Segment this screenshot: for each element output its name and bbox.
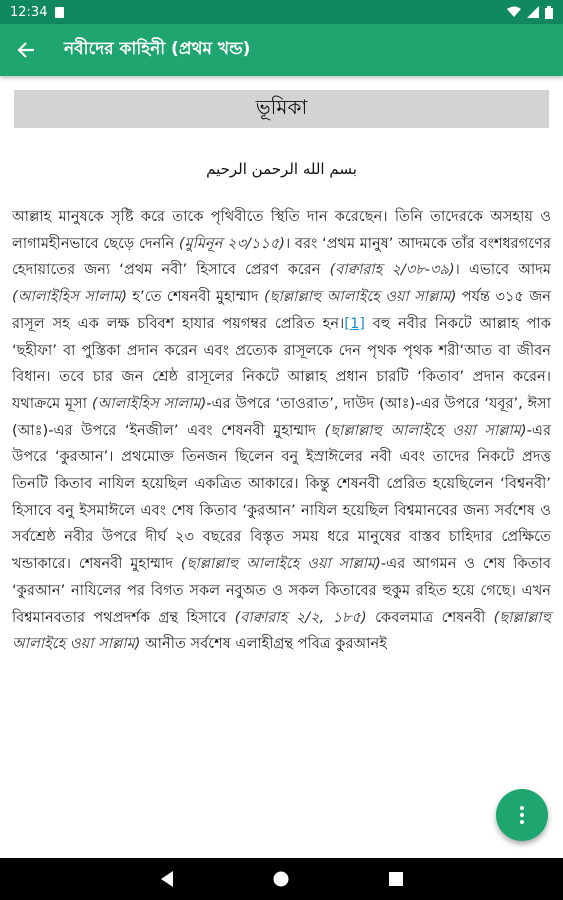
quran-reference: (মুমিনূন ২৩/১১৫) — [178, 234, 285, 252]
quran-reference: (বাক্বারাহ ২/২, ১৮৫) — [234, 608, 367, 626]
app-title: নবীদের কাহিনী (প্রথম খন্ড) — [64, 39, 251, 59]
back-triangle-icon[interactable] — [159, 870, 175, 888]
text-segment: -এর উপরে ‘কুরআন’। প্রথমোক্ত তিনজন ছিলেন বনু ইস্রাঈলের নবী এবং তাদের নিকটে প্রদত্ত তিনটি কিতাব নাযিল হয়েছিল একত্রিত আকারে। কিন্তু শেষনবী প্রেরিত হয়েছিলেন ‘বিশ্বনবী’ হিসাবে বনু ইসমাঈলে এবং শেষ কিতাব ‘কুরআন’ নাযিল হয়েছিল বিশ্বমানবের জন্য সর্বশেষ ও সর্বশ্রেষ্ঠ নবীর উপরে দীর্ঘ ২৩ বছরের বিস্তৃত সময় ধরে মানুষের বাস্তব চাহিদার প্রেক্ষিতে খন্ডাকারে। শেষনবী মুহাম্মাদ — [12, 421, 551, 573]
text-segment: আনীত সর্বশেষ এলাহীগ্রন্থ পবিত্র কুরআনই — [140, 635, 387, 653]
more-vert-icon — [520, 806, 524, 810]
salutation: (ছাল্লাল্লাহু আলাইহে ওয়া সাল্লাম) — [263, 288, 457, 306]
text-segment: -এর আগমন ও শেষ কিতাব ‘কুরআন’ নাযিলের পর বিগত সকল নবুঅত ও সকল কিতাবের হুকুম রহিত হয়ে গেছে। এখন বিশ্বমানবতার পথপ্রদর্শক গ্রন্থ হিসাবে — [12, 555, 552, 626]
signal-icon — [527, 6, 539, 18]
more-options-fab[interactable] — [496, 789, 548, 841]
text-segment: কেবলমাত্র শেষনবী — [366, 608, 494, 626]
salutation: (আলাইহিস সালাম) — [91, 394, 207, 412]
bismillah-text: بسم الله الرحمن الرحيم — [206, 160, 357, 178]
status-time: 12:34 — [10, 4, 48, 20]
system-nav-bar — [0, 858, 563, 900]
content-area[interactable] — [0, 76, 563, 858]
salutation: (আলাইহিস সালাম) — [12, 288, 128, 306]
battery-icon — [545, 6, 553, 19]
text-segment: । এভাবে আদম — [454, 261, 551, 279]
back-button[interactable] — [0, 24, 52, 76]
app-bar — [0, 24, 563, 76]
sd-card-icon — [55, 7, 64, 18]
text-segment: বহু নবীর নিকটে আল্লাহ পাক ‘ছহীফা’ বা পুস্তিকা প্রদান করেন এবং প্রত্যেক রাসূলকে দেন পৃথক পৃথক শরী‘আত বা জীবন বিধান। তবে চার জন শ্রেষ্ঠ রাসূলের নিকটে আল্লাহ প্রধান চারটি ‘কিতাব’ প্রদান করেন। যথাক্রমে মূসা — [12, 314, 551, 412]
text-segment: আল্লাহ মানুষকে সৃষ্টি করে তাকে পৃথিবীতে স্থিতি দান করেছেন। তিনি তাদেরকে অসহায় ও লাগামহীনভাবে ছেড়ে দেননি — [12, 208, 551, 252]
recents-square-icon[interactable] — [388, 871, 404, 887]
text-segment: । বরং ‘প্রথম মানুষ’ আদমকে তাঁর বংশধরগণের হেদায়াতের জন্য ‘প্রথম নবী’ হিসাবে প্রেরণ করেন — [12, 234, 551, 279]
arrow-left-icon — [17, 41, 35, 59]
more-vert-icon-dot — [520, 820, 524, 824]
text-segment: পর্যন্ত ৩১৫ জন রাসূল সহ এক লক্ষ চবিবশ হাযার পয়গম্বর প্রেরিত হন। — [12, 288, 551, 332]
section-title: ভূমিকা — [14, 90, 549, 128]
home-circle-icon[interactable] — [272, 870, 290, 888]
footnote-link[interactable]: [1] — [344, 314, 365, 332]
salutation: (ছাল্লাল্লাহু আলাইহে ওয়া সাল্লাম) — [324, 421, 527, 439]
more-vert-icon-dot — [520, 813, 524, 817]
quran-reference: (বাক্বারাহ ২/৩৮-৩৯) — [329, 261, 455, 279]
wifi-icon — [507, 6, 521, 18]
text-segment: -এর উপরে ‘তাওরাত’, দাউদ (আঃ)-এর উপরে ‘যবূর’, ঈসা (আঃ)-এর উপরে ‘ইনজীল’ এবং শেষনবী মুহাম্মাদ — [12, 394, 552, 439]
salutation: (ছাল্লাল্লাহু আলাইহে ওয়া সাল্লাম) — [180, 555, 381, 573]
text-segment: হ’তে শেষনবী মুহাম্মাদ — [127, 288, 264, 306]
status-bar — [0, 0, 563, 24]
salutation: (ছাল্লাল্লাহু আলাইহে ওয়া সাল্লাম) — [12, 608, 551, 653]
body-paragraph — [12, 204, 551, 658]
